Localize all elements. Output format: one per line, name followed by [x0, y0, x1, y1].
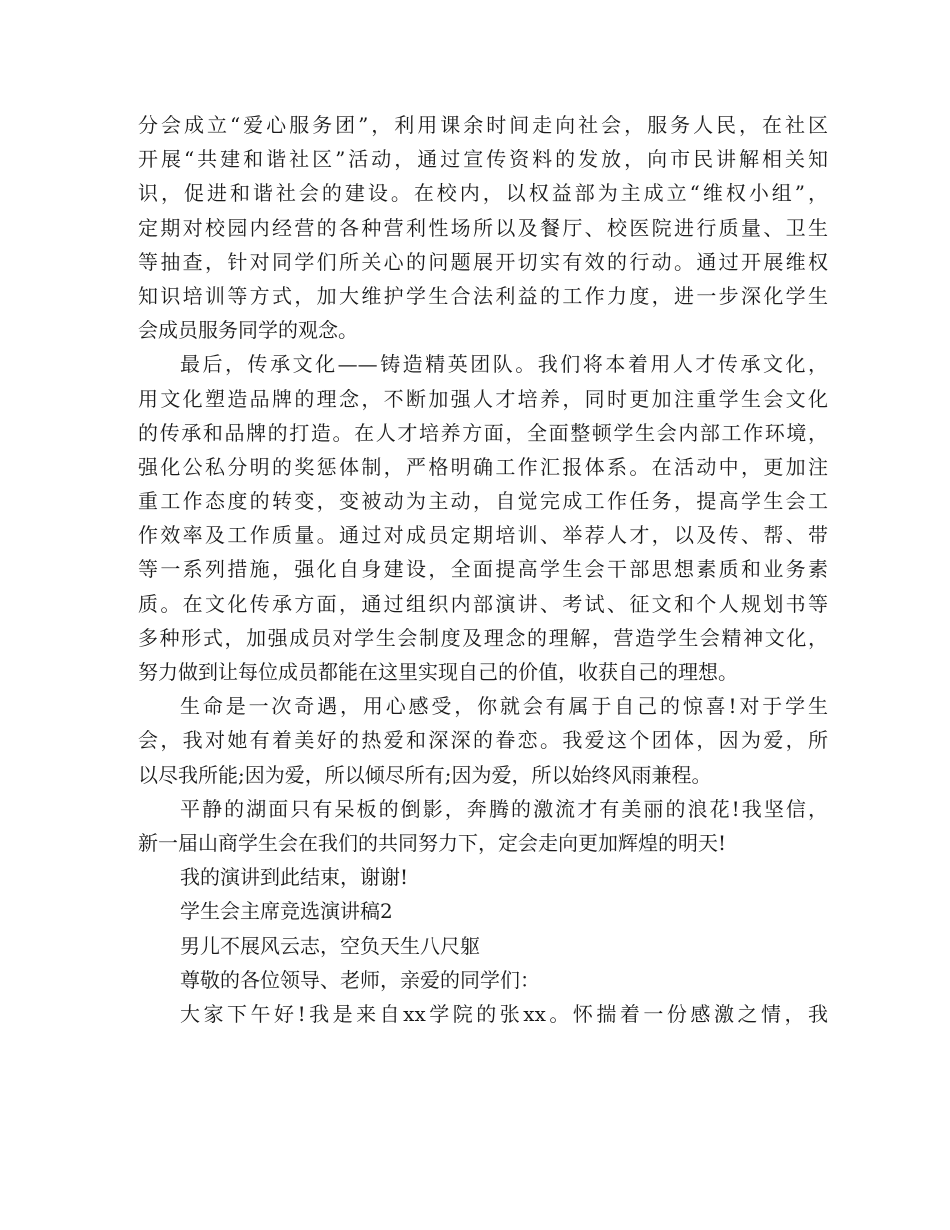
text-line: 等抽查，针对同学们所关心的问题展开切实有效的行动。通过开展维权: [138, 249, 828, 274]
text-line: 知识培训等方式，加大维护学生合法利益的工作力度，进一步深化学生: [138, 283, 828, 308]
text-line: 努力做到让每位成员都能在这里实现自己的价值，收获自己的理想。: [138, 660, 738, 684]
text-line: 识，促进和谐社会的建设。在校内，以权益部为主成立“维权小组”，: [138, 181, 828, 206]
text-line: 强化公私分明的奖惩体制，严格明确工作汇报体系。在活动中，更加注: [138, 454, 828, 479]
text-line: 平静的湖面只有呆板的倒影，奔腾的激流才有美丽的浪花!我坚信，: [180, 796, 828, 821]
text-line: 的传承和品牌的打造。在人才培养方面，全面整顿学生会内部工作环境，: [138, 420, 828, 445]
text-line: 新一届山商学生会在我们的共同努力下，定会走向更加辉煌的明天!: [138, 830, 727, 855]
text-line: 作效率及工作质量。通过对成员定期培训、举荐人才，以及传、帮、带: [138, 523, 828, 548]
text-line: 我的演讲到此结束，谢谢!: [180, 865, 409, 890]
text-line: 等一系列措施，强化自身建设，全面提高学生会干部思想素质和业务素: [138, 557, 828, 582]
text-line: 会成员服务同学的观念。: [138, 318, 358, 343]
text-line: 尊敬的各位领导、老师，亲爱的同学们：: [180, 967, 540, 992]
text-line: 最后，传承文化——铸造精英团队。我们将本着用人才传承文化，: [180, 352, 828, 377]
text-line: 分会成立“爱心服务团”，利用课余时间走向社会，服务人民，在社区: [138, 113, 828, 137]
text-line: 定期对校园内经营的各种营利性场所以及餐厅、校医院进行质量、卫生: [138, 215, 828, 240]
text-line: 男儿不展风云志，空负天生八尺躯: [180, 933, 480, 958]
text-line: 用文化塑造品牌的理念，不断加强人才培养，同时更加注重学生会文化: [138, 386, 828, 411]
text-line: 质。在文化传承方面，通过组织内部演讲、考试、征文和个人规划书等: [138, 591, 828, 616]
document-body: [138, 108, 828, 1031]
text-line: 学生会主席竞选演讲稿2: [180, 899, 393, 924]
text-line: 开展“共建和谐社区”活动，通过宣传资料的发放，向市民讲解相关知: [138, 147, 828, 172]
text-line: 会，我对她有着美好的热爱和深深的眷恋。我爱这个团体，因为爱，所: [138, 728, 828, 753]
text-line: 重工作态度的转变，变被动为主动，自觉完成工作任务，提高学生会工: [138, 489, 828, 514]
text-line: 大家下午好!我是来自xx学院的张xx。怀揣着一份感激之情，我: [180, 1001, 828, 1026]
text-line: 以尽我所能;因为爱，所以倾尽所有;因为爱，所以始终风雨兼程。: [138, 762, 712, 787]
text-line: 多种形式，加强成员对学生会制度及理念的理解，营造学生会精神文化，: [138, 625, 828, 650]
text-line: 生命是一次奇遇，用心感受，你就会有属于自己的惊喜!对于学生: [180, 694, 828, 719]
